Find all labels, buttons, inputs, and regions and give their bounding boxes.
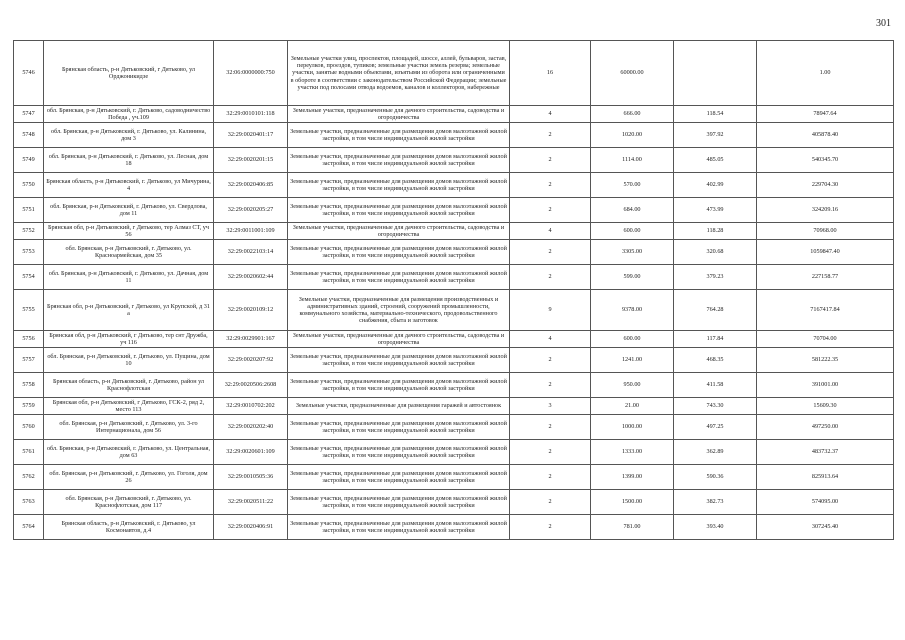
- category-code: 4: [510, 331, 591, 348]
- cadastral-value: 391001.00: [757, 373, 894, 398]
- permitted-use: Земельные участки, предназначенные для дачного строительства, садоводства и огородничества: [288, 223, 510, 240]
- table-row: [14, 148, 894, 173]
- record-number: 5756: [14, 331, 44, 348]
- record-address: обл. Брянская, р-н Дятьковский, г. Дятьково, ул. Лесная, дом 18: [44, 148, 214, 173]
- category-code: 2: [510, 440, 591, 465]
- record-number: 5751: [14, 198, 44, 223]
- page-number: 301: [876, 18, 891, 29]
- record-address: Брянская обл, р-н Дятьковский, г Дятьково, ул Крупской, д 31 а: [44, 290, 214, 331]
- permitted-use: Земельные участки, предназначенные для размещения домов малоэтажной жилой застройки, в том числе индивидуальной жилой застройки: [288, 373, 510, 398]
- permitted-use: Земельные участки улиц, проспектов, площадей, шоссе, аллей, бульваров, застав, переулков, проездов, тупиков; земельные участки земель резерва; земельные участки, занятые водными объектами, изъятыми из оборота или ограниченными в обороте в соответствии с законодательством Российской Федерации; земельные участки под полосами отвода водоемов, каналов и коллекторов, набережные: [288, 41, 510, 106]
- record-address: обл. Брянская, р-н Дятьковский, г. Дятьково, ул. Краснофлотская, дом 117: [44, 490, 214, 515]
- record-number: 5759: [14, 398, 44, 415]
- record-address: обл. Брянская, р-н Дятьковский, г. Дятьково, ул. Пущина, дом 10: [44, 348, 214, 373]
- cadastral-value: 70968.00: [757, 223, 894, 240]
- permitted-use: Земельные участки, предназначенные для размещения домов малоэтажной жилой застройки, в том числе индивидуальной жилой застройки: [288, 123, 510, 148]
- cadastral-value: 229704.30: [757, 173, 894, 198]
- plot-area: 781.00: [591, 515, 674, 540]
- plot-area: 599.00: [591, 265, 674, 290]
- category-code: 2: [510, 465, 591, 490]
- category-code: 9: [510, 290, 591, 331]
- table-row: [14, 490, 894, 515]
- specific-value: 411.58: [674, 373, 757, 398]
- record-number: 5750: [14, 173, 44, 198]
- category-code: 2: [510, 123, 591, 148]
- cadastral-value: 1.00: [757, 41, 894, 106]
- specific-value: 743.30: [674, 398, 757, 415]
- cadastral-value: 483732.37: [757, 440, 894, 465]
- land-registry-table: [13, 40, 894, 540]
- record-number: 5746: [14, 41, 44, 106]
- permitted-use: Земельные участки, предназначенные для размещения домов малоэтажной жилой застройки, в том числе индивидуальной жилой застройки: [288, 465, 510, 490]
- cadastral-number: 32:29:0020511:22: [214, 490, 288, 515]
- table-body: [14, 41, 894, 540]
- record-number: 5748: [14, 123, 44, 148]
- plot-area: 1241.00: [591, 348, 674, 373]
- cadastral-number: 32:29:0010101:118: [214, 106, 288, 123]
- cadastral-number: 32:29:0020406:91: [214, 515, 288, 540]
- table-row: [14, 348, 894, 373]
- cadastral-number: 32:29:0010505:36: [214, 465, 288, 490]
- plot-area: 60000.00: [591, 41, 674, 106]
- specific-value: 379.23: [674, 265, 757, 290]
- record-number: 5764: [14, 515, 44, 540]
- record-address: обл. Брянская, р-н Дятьковский, г. Дятьково, ул. Красноармейская, дом 35: [44, 240, 214, 265]
- plot-area: 684.00: [591, 198, 674, 223]
- cadastral-value: 825913.64: [757, 465, 894, 490]
- cadastral-value: 1059847.40: [757, 240, 894, 265]
- specific-value: 764.28: [674, 290, 757, 331]
- table-row: [14, 123, 894, 148]
- cadastral-number: 32:29:0022103:14: [214, 240, 288, 265]
- table-row: [14, 290, 894, 331]
- permitted-use: Земельные участки, предназначенные для размещения домов малоэтажной жилой застройки, в том числе индивидуальной жилой застройки: [288, 265, 510, 290]
- cadastral-number: 32:29:0020202:40: [214, 415, 288, 440]
- table-row: [14, 331, 894, 348]
- record-number: 5752: [14, 223, 44, 240]
- table-row: [14, 198, 894, 223]
- cadastral-value: 15609.30: [757, 398, 894, 415]
- cadastral-number: 32:29:0020401:17: [214, 123, 288, 148]
- record-address: обл. Брянская, р-н Дятьковский, г. Дятьково, садоводничество Победа , уч.109: [44, 106, 214, 123]
- cadastral-value: 324209.16: [757, 198, 894, 223]
- record-address: обл. Брянская, р-н Дятьковский, г. Дятьково, ул. Калинина, дом 3: [44, 123, 214, 148]
- permitted-use: Земельные участки, предназначенные для размещения домов малоэтажной жилой застройки, в том числе индивидуальной жилой застройки: [288, 198, 510, 223]
- specific-value: 382.73: [674, 490, 757, 515]
- plot-area: 9378.00: [591, 290, 674, 331]
- table-row: [14, 440, 894, 465]
- cadastral-value: 227158.77: [757, 265, 894, 290]
- permitted-use: Земельные участки, предназначенные для размещения домов малоэтажной жилой застройки, в том числе индивидуальной жилой застройки: [288, 173, 510, 198]
- permitted-use: Земельные участки, предназначенные для размещения домов малоэтажной жилой застройки, в том числе индивидуальной жилой застройки: [288, 490, 510, 515]
- cadastral-value: 70704.00: [757, 331, 894, 348]
- cadastral-value: 574095.00: [757, 490, 894, 515]
- table-row: [14, 240, 894, 265]
- specific-value: 497.25: [674, 415, 757, 440]
- specific-value: 117.84: [674, 331, 757, 348]
- plot-area: 1000.00: [591, 415, 674, 440]
- table-row: [14, 465, 894, 490]
- table-row: [14, 106, 894, 123]
- plot-area: 21.00: [591, 398, 674, 415]
- cadastral-number: 32:29:0020207:92: [214, 348, 288, 373]
- cadastral-value: 7167417.84: [757, 290, 894, 331]
- specific-value: [674, 41, 757, 106]
- plot-area: 666.00: [591, 106, 674, 123]
- specific-value: 590.36: [674, 465, 757, 490]
- specific-value: 362.89: [674, 440, 757, 465]
- record-address: обл. Брянская, р-н Дятьковский, г. Дятьково, ул. Гоголя, дом 26: [44, 465, 214, 490]
- record-number: 5758: [14, 373, 44, 398]
- cadastral-value: 497250.00: [757, 415, 894, 440]
- cadastral-value: 405878.40: [757, 123, 894, 148]
- specific-value: 473.99: [674, 198, 757, 223]
- permitted-use: Земельные участки, предназначенные для размещения домов малоэтажной жилой застройки, в том числе индивидуальной жилой застройки: [288, 148, 510, 173]
- record-number: 5754: [14, 265, 44, 290]
- record-number: 5753: [14, 240, 44, 265]
- record-address: Брянская область, р-н Дятьковский, г. Дятьково, район ул Краснофлотская: [44, 373, 214, 398]
- table-row: [14, 415, 894, 440]
- specific-value: 320.68: [674, 240, 757, 265]
- cadastral-number: 32:29:0020109:12: [214, 290, 288, 331]
- specific-value: 118.28: [674, 223, 757, 240]
- category-code: 2: [510, 373, 591, 398]
- cadastral-number: 32:06:0000000:750: [214, 41, 288, 106]
- record-address: обл. Брянская, р-н Дятьковский, г. Дятьково, ул. Центральная, дом 63: [44, 440, 214, 465]
- plot-area: 950.00: [591, 373, 674, 398]
- table-row: [14, 398, 894, 415]
- category-code: 2: [510, 515, 591, 540]
- plot-area: 3305.00: [591, 240, 674, 265]
- permitted-use: Земельные участки, предназначенные для размещения гаражей и автостоянок: [288, 398, 510, 415]
- category-code: 2: [510, 490, 591, 515]
- category-code: 2: [510, 265, 591, 290]
- table-row: [14, 373, 894, 398]
- record-address: Брянская обл, р-н Дятьковский, г Дятьково, тер снт Дружба, уч 116: [44, 331, 214, 348]
- plot-area: 600.00: [591, 223, 674, 240]
- permitted-use: Земельные участки, предназначенные для размещения домов малоэтажной жилой застройки, в том числе индивидуальной жилой застройки: [288, 348, 510, 373]
- plot-area: 570.00: [591, 173, 674, 198]
- record-number: 5757: [14, 348, 44, 373]
- specific-value: 485.05: [674, 148, 757, 173]
- cadastral-value: 581222.35: [757, 348, 894, 373]
- cadastral-number: 32:29:0010702:202: [214, 398, 288, 415]
- permitted-use: Земельные участки, предназначенные для дачного строительства, садоводства и огородничества: [288, 331, 510, 348]
- record-address: обл. Брянская, р-н Дятьковский, г. Дятьково, ул. 3-го Интернационала, дом 56: [44, 415, 214, 440]
- category-code: 16: [510, 41, 591, 106]
- category-code: 2: [510, 348, 591, 373]
- cadastral-number: 32:29:0020205:27: [214, 198, 288, 223]
- plot-area: 1500.00: [591, 490, 674, 515]
- cadastral-number: 32:29:0020201:15: [214, 148, 288, 173]
- cadastral-number: 32:29:0020602:44: [214, 265, 288, 290]
- plot-area: 1333.00: [591, 440, 674, 465]
- category-code: 3: [510, 398, 591, 415]
- plot-area: 1399.00: [591, 465, 674, 490]
- permitted-use: Земельные участки, предназначенные для размещения домов малоэтажной жилой застройки, в том числе индивидуальной жилой застройки: [288, 440, 510, 465]
- record-number: 5747: [14, 106, 44, 123]
- table-row: [14, 515, 894, 540]
- record-address: обл. Брянская, р-н Дятьковский, г. Дятьково, ул. Свердлова, дом 11: [44, 198, 214, 223]
- category-code: 2: [510, 240, 591, 265]
- specific-value: 393.40: [674, 515, 757, 540]
- permitted-use: Земельные участки, предназначенные для дачного строительства, садоводства и огородничества: [288, 106, 510, 123]
- specific-value: 402.99: [674, 173, 757, 198]
- table-row: [14, 173, 894, 198]
- specific-value: 397.92: [674, 123, 757, 148]
- cadastral-value: 540345.70: [757, 148, 894, 173]
- plot-area: 1020.00: [591, 123, 674, 148]
- record-address: Брянская область, р-н Дятьковский, г Дятьково, ул Орджоникидзе: [44, 41, 214, 106]
- record-number: 5761: [14, 440, 44, 465]
- specific-value: 468.35: [674, 348, 757, 373]
- record-number: 5762: [14, 465, 44, 490]
- plot-area: 600.00: [591, 331, 674, 348]
- category-code: 2: [510, 198, 591, 223]
- permitted-use: Земельные участки, предназначенные для размещения домов малоэтажной жилой застройки, в том числе индивидуальной жилой застройки: [288, 415, 510, 440]
- cadastral-number: 32:29:0011001:109: [214, 223, 288, 240]
- record-number: 5755: [14, 290, 44, 331]
- permitted-use: Земельные участки, предназначенные для размещения домов малоэтажной жилой застройки, в том числе индивидуальной жилой застройки: [288, 515, 510, 540]
- permitted-use: Земельные участки, предназначенные для размещения домов малоэтажной жилой застройки, в том числе индивидуальной жилой застройки: [288, 240, 510, 265]
- specific-value: 118.54: [674, 106, 757, 123]
- cadastral-number: 32:29:0029901:167: [214, 331, 288, 348]
- cadastral-number: 32:29:0020506:2608: [214, 373, 288, 398]
- permitted-use: Земельные участки, предназначенные для размещения производственных и административных зданий, строений, сооружений промышленности, коммунального хозяйства, материально-технического, продовольственного снабжения, сбыта и заготовок: [288, 290, 510, 331]
- category-code: 2: [510, 148, 591, 173]
- record-address: Брянская область, р-н Дятьковский, г. Дятьково, ул Космонавтов, д.4: [44, 515, 214, 540]
- category-code: 4: [510, 106, 591, 123]
- table-row: [14, 41, 894, 106]
- table-row: [14, 265, 894, 290]
- category-code: 4: [510, 223, 591, 240]
- record-number: 5763: [14, 490, 44, 515]
- record-address: Брянская обл, р-н Дятьковский, г Дятьково, тер Алмаз СТ, уч 56: [44, 223, 214, 240]
- cadastral-value: 307245.40: [757, 515, 894, 540]
- record-address: обл. Брянская, р-н Дятьковский, г. Дятьково, ул. Дачная, дом 11: [44, 265, 214, 290]
- category-code: 2: [510, 173, 591, 198]
- category-code: 2: [510, 415, 591, 440]
- cadastral-number: 32:29:0020406:85: [214, 173, 288, 198]
- cadastral-value: 78947.64: [757, 106, 894, 123]
- record-address: Брянская обл, р-н Дятьковский, г Дятьково, ГСК-2, ряд 2, место 113: [44, 398, 214, 415]
- record-number: 5749: [14, 148, 44, 173]
- table-row: [14, 223, 894, 240]
- plot-area: 1114.00: [591, 148, 674, 173]
- record-address: Брянская область, р-н Дятьковский, г. Дятьково, ул Мичурина, 4: [44, 173, 214, 198]
- cadastral-number: 32:29:0020601:109: [214, 440, 288, 465]
- record-number: 5760: [14, 415, 44, 440]
